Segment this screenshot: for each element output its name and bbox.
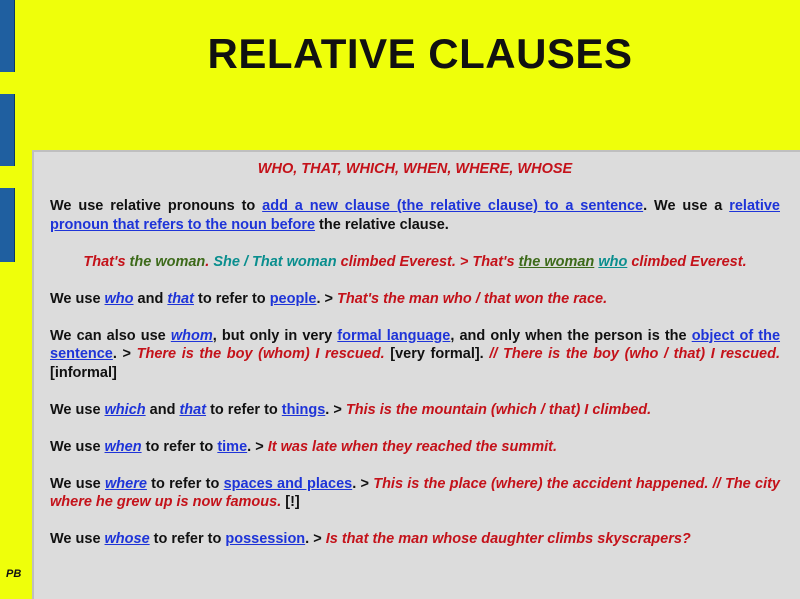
when-paragraph: We use when to refer to time. > It was late when they reached the summit. (50, 438, 557, 455)
link-relative-pronoun[interactable]: relative pronoun that refers to the noun before (50, 198, 780, 233)
whose-paragraph: We use whose to refer to possession. > Is that the man whose daughter climbs skyscrapers? (50, 531, 691, 547)
link-whose[interactable]: whose (104, 531, 150, 547)
link-that-things[interactable]: that (179, 401, 207, 418)
who-paragraph: We use who and that to refer to people. > That's the man who / that won the race. (50, 290, 608, 307)
link-add-new-clause[interactable]: add a new clause (the relative clause) to a sentence (262, 198, 644, 214)
author-initials: PB (6, 568, 22, 580)
content-text (50, 160, 780, 567)
slide-title: RELATIVE CLAUSES (207, 30, 633, 77)
link-things[interactable]: things (281, 401, 326, 418)
link-which[interactable]: which (104, 401, 146, 418)
link-formal-language[interactable]: formal language (337, 327, 451, 344)
whom-paragraph: We can also use whom, but only in very formal language, and only when the person is the object of the sentence. > There is the boy (whom) I rescued. [very formal]. // There is the boy (who / that) I rescued. [informal] (50, 327, 781, 381)
link-when[interactable]: when (104, 438, 142, 455)
link-who[interactable]: who (104, 290, 134, 307)
example-paragraph: That's the woman. She / That woman climbed Everest. > That's the woman who climbed Everest. (83, 253, 747, 270)
link-spaces-and-places[interactable]: spaces and places (223, 475, 353, 492)
link-where[interactable]: where (105, 475, 147, 492)
pronoun-heading: WHO, THAT, WHICH, WHEN, WHERE, WHOSE (257, 161, 573, 177)
link-that[interactable]: that (167, 290, 194, 307)
side-tab-3 (0, 188, 15, 262)
which-paragraph: We use which and that to refer to things. > This is the mountain (which / that) I climbed. (50, 401, 652, 418)
link-whom[interactable]: whom (170, 327, 213, 344)
intro-paragraph: We use relative pronouns to add a new clause (the relative clause) to a sentence. We use a relative pronoun that refers to the noun before the relative clause. (50, 198, 780, 233)
link-people[interactable]: people (269, 290, 317, 307)
link-possession[interactable]: possession (225, 531, 306, 547)
link-object-of-sentence[interactable]: object of the sentence (50, 327, 781, 362)
side-tab-2 (0, 94, 15, 166)
link-time[interactable]: time (217, 438, 248, 455)
where-paragraph: We use where to refer to spaces and places. > This is the place (where) the accident happened. // The city where he grew up is now famous. [!] (50, 475, 780, 510)
